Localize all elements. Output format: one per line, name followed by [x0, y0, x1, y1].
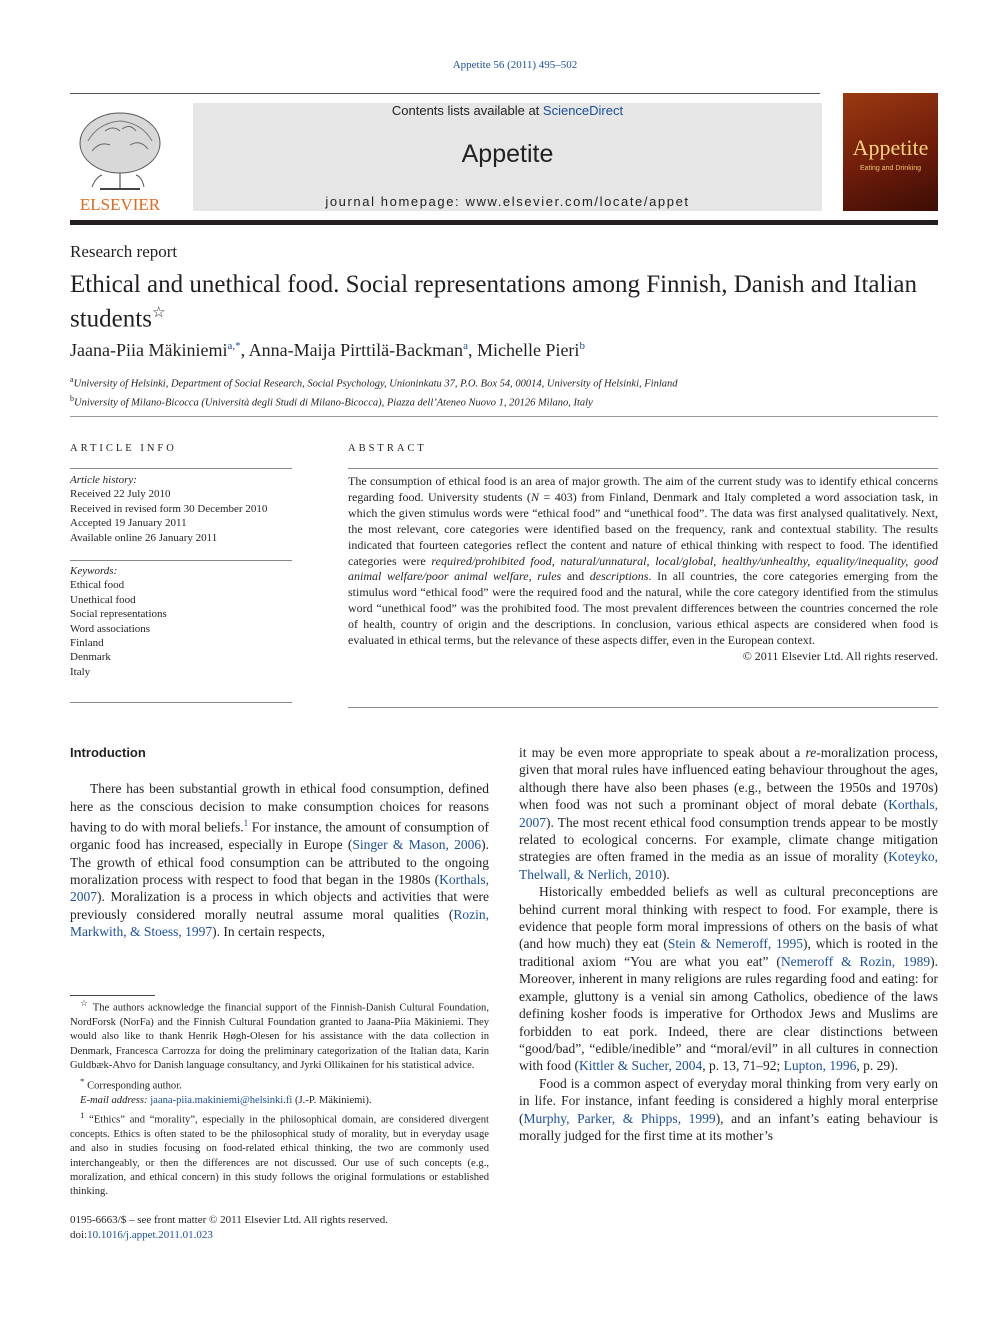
- footnote-ref[interactable]: 1: [243, 818, 249, 829]
- footnote-email: E-mail address: jaana-piia.makiniemi@helsinki.fi (J.-P. Mäkiniemi).: [80, 1094, 372, 1106]
- footnotes: [70, 996, 489, 1200]
- citation-link[interactable]: Koteyko, Thelwall, & Nerlich, 2010: [519, 849, 938, 882]
- citation-link[interactable]: Rozin, Markwith, & Stoess, 1997: [70, 906, 489, 940]
- article-history: [70, 473, 295, 545]
- footer-issn: 0195-6663/$ – see front matter © 2011 Elsevier Ltd. All rights reserved. doi:10.1016/j.appet.2011.01.023: [70, 1214, 389, 1241]
- cover-subtitle: Eating and Drinking: [859, 165, 922, 172]
- keyword-item: Word associations: [70, 622, 151, 635]
- history-label: Article history:: [70, 474, 137, 486]
- author-affil-mark[interactable]: b: [579, 340, 585, 352]
- article-info-heading: ARTICLE INFO: [70, 443, 177, 454]
- affiliations: [70, 373, 930, 410]
- abstract-text: The consumption of ethical food is an area of major growth. The aim of the current study was to identify ethical concerns regarding food. University students (N = 403) from Finland, Denmark and Italy completed a word association task, in which the given stimulus words were “ethical food” and “unethical food”. The data was first analysed qualitatively. Next, the most relevant, core categories were identified based on the frequency, rank and contextual stability. The results indicated that fourteen categories reflect the content and nature of ethical thinking with respect to food. The identified categories were required/prohibited food, natural/unnatural, local/global, healthy/unhealthy, equality/inequality, good animal welfare/poor animal welfare, rules and descriptions. In all countries, the core categories emerging from the stimulus word “ethical food” were the required food and the natural, while the core category identified from the stimulus word “unethical food” was the prohibited food. The most prevalent differences between the countries concerned the role of health, country of origin and the descriptions. In conclusion, various ethical aspects are considered when food is evaluated in ethical terms, but the relevance of these aspects differ, even in the European context. © 2011 Elsevier Ltd. All rights reserved.: [348, 474, 939, 663]
- keywords-label: Keywords:: [70, 565, 118, 577]
- author-name[interactable]: Michelle Pieri: [476, 340, 580, 360]
- footnote-1: $^1$ “Ethics” and “morality”, especially in the philosophical domain, are considered divergent concepts. Ethics is often stated to be the philosophical study of morality, but in everyday usage and also in studies focusing on food-related ethical thinking, the two are commonly used interchangeably, or then the differences are not discussed. Our use of such concepts (e.g., moralization, and ethical concern) in this study follows the original formulations or established thinking.: [70, 1109, 489, 1198]
- title-footnote-star[interactable]: ☆: [151, 305, 166, 321]
- history-item: Received 22 July 2010: [70, 488, 171, 501]
- header-rule: [70, 93, 820, 94]
- affiliation-item: $^a$University of Helsinki, Department of Social Research, Social Psychology, Unioninkatu 37, P.O. Box 54, 00014, University of Helsinki, Finland: [70, 375, 678, 390]
- author-list: Jaana-Piia Mäkiniemi$^{a,*}$, Anna-Maija Pirttilä-Backman$^a$, Michelle Pieri$^b$: [70, 340, 585, 360]
- affiliation-item: $^b$University of Milano-Bicocca (Università degli Studi di Milano-Bicocca), Piazza dell’Ateneo Nuovo 1, 20126 Milano, Italy: [70, 393, 593, 408]
- body-paragraph: it may be even more appropriate to speak about a re-moralization process, given that moral rules have influenced eating behaviour throughout the ages, although there have also been phases (e.g., between the 1950s and 1970s) when food was not such a prominant object of moral debate (Korthals, 2007). The most recent ethical food consumption trends appear to be mostly related to ecological concerns. For example, climate change mitigation strategies are often framed in the media as an issue of morality (Koteyko, Thelwall, & Nerlich, 2010).: [519, 745, 938, 882]
- email-link[interactable]: jaana-piia.makiniemi@helsinki.fi: [150, 1094, 293, 1106]
- contents-line: Contents lists available at ScienceDirect: [391, 103, 624, 118]
- journal-citation[interactable]: Appetite 56 (2011) 495–502: [452, 59, 578, 71]
- author-name[interactable]: Anna-Maija Pirttilä-Backman: [248, 340, 464, 360]
- keyword-item: Italy: [70, 665, 91, 678]
- cover-title: Appetite: [852, 135, 929, 160]
- info-rule: [70, 702, 292, 703]
- body-column-left: [70, 744, 489, 941]
- citation-link[interactable]: Singer & Mason, 2006: [352, 837, 482, 853]
- svg-text:ELSEVIER: ELSEVIER: [79, 195, 161, 213]
- keyword-item: Denmark: [70, 651, 111, 664]
- elsevier-logo[interactable]: [70, 101, 170, 213]
- body-column-right: [519, 744, 938, 1144]
- article-type: Research report: [70, 242, 178, 261]
- keyword-item: Ethical food: [70, 579, 125, 592]
- keywords: [70, 564, 295, 679]
- citation-link[interactable]: Kittler & Sucher, 2004: [579, 1058, 703, 1074]
- sciencedirect-link[interactable]: ScienceDirect: [542, 103, 624, 118]
- affiliation-rule: [70, 416, 938, 417]
- keyword-item: Social representations: [70, 608, 167, 621]
- keyword-item: Finland: [70, 637, 104, 650]
- section-title-introduction: Introduction: [70, 745, 146, 760]
- abstract-rule: [348, 707, 938, 708]
- body-paragraph: There has been substantial growth in ethical food consumption, defined here as the conscious decision to make consumption choices for reasons having to do with moral beliefs.$^1$ For instance, the amount of consumption of organic food has increased, especially in Europe (Singer & Mason, 2006). The growth of ethical food consumption can be attributed to the ongoing moralization process with respect to food that began in the 1980s (Korthals, 2007). Moralization is a process in which objects and activities that were previously considered morally neutral assume moral qualities (Rozin, Markwith, & Stoess, 1997). In certain respects,: [70, 781, 489, 940]
- abstract-rule: [348, 468, 938, 469]
- footnote-corresponding: * Corresponding author.: [80, 1075, 182, 1092]
- citation-link[interactable]: Murphy, Parker, & Phipps, 1999: [523, 1110, 716, 1126]
- citation-link[interactable]: Nemeroff & Rozin, 1989: [780, 953, 931, 969]
- history-item: Available online 26 January 2011: [70, 531, 218, 544]
- citation-link[interactable]: Stein & Nemeroff, 1995: [667, 936, 803, 952]
- elsevier-tree-icon: [70, 101, 170, 213]
- doi-link[interactable]: 10.1016/j.appet.2011.01.023: [87, 1229, 213, 1241]
- article-title: Ethical and unethical food. Social representations among Finnish, Danish and Italian students☆: [70, 271, 918, 333]
- author-name[interactable]: Jaana-Piia Mäkiniemi: [70, 340, 228, 360]
- citation-link[interactable]: Korthals, 2007: [70, 871, 489, 905]
- info-rule: [70, 468, 292, 469]
- history-item: Received in revised form 30 December 2010: [70, 502, 268, 515]
- keyword-item: Unethical food: [70, 593, 136, 606]
- abstract-heading: ABSTRACT: [348, 443, 427, 454]
- body-paragraph: Historically embedded beliefs as well as cultural preconceptions are behind current moral thinking with respect to food. For example, there is evidence that people form moral impressions of others on the basis of what (and how much) they eat (Stein & Nemeroff, 1995), which is rooted in the traditional axiom “You are what you eat” (Nemeroff & Rozin, 1989). Moreover, inherent in many religions are rules regarding food and eating: for example, gluttony is a venial sin among Catholics, obedience of the laws defining kosher foods is imperative for Orthodox Jews and Muslims are forbidden to eat pork. Indeed, there are clear distinctions between “good/bad”, “edible/inedible” and “moral/evil” in all cultures in connection with food (Kittler & Sucher, 2004, p. 13, 71–92; Lupton, 1996, p. 29).: [519, 884, 939, 1074]
- citation-link[interactable]: Lupton, 1996: [783, 1058, 857, 1074]
- journal-homepage[interactable]: journal homepage: www.elsevier.com/locate/appet: [325, 194, 690, 209]
- info-rule: [70, 560, 292, 561]
- history-item: Accepted 19 January 2011: [70, 517, 187, 530]
- author-affil-mark[interactable]: a: [463, 340, 468, 352]
- author-affil-mark[interactable]: a,*: [227, 340, 241, 352]
- journal-cover-image[interactable]: [843, 93, 938, 211]
- footnote-acknowledgement: ☆ The authors acknowledge the financial support of the Finnish-Danish Cultural Foundation, NordForsk (NorFa) and the Finnish Cultural Foundation granted to Jaana-Piia Mäkiniemi. They would also like to thank Henrik Høgh-Olesen for his assistance with the data collection in Denmark, Francesca Carrozza for doing the preliminary categorization of the Italian data, Karin Guldbæk-Ahvo for Danish language consultancy, and Jyrki Ollikainen for his statistical advice.: [70, 998, 489, 1072]
- abstract-copyright: © 2011 Elsevier Ltd. All rights reserved.: [742, 648, 938, 663]
- citation-link[interactable]: Korthals, 2007: [519, 797, 938, 830]
- header-thick-rule: [70, 220, 938, 225]
- journal-name: Appetite: [461, 140, 554, 168]
- body-paragraph: Food is a common aspect of everyday moral thinking from very early on in life. For instance, infant feeding is considered a highly moral enterprise (Murphy, Parker, & Phipps, 1999), and an infant’s eating behaviour is morally judged for the first time at its mother’s: [519, 1075, 938, 1143]
